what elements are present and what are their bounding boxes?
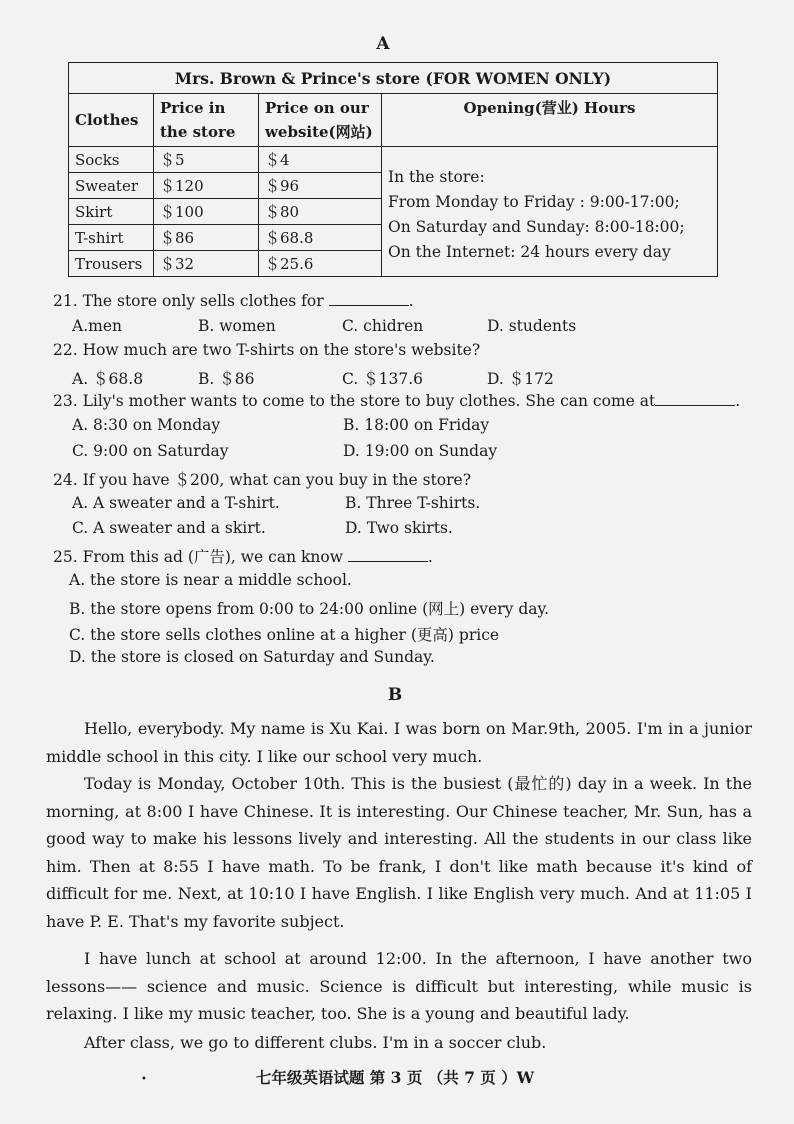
option-23-d: D. 19:00 on Sunday — [343, 442, 498, 460]
passage-paragraph-3: I have lunch at school at around 12:00. In the afternoon, I have another two lessons—— science and music. Science is difficult but interesting, while music is relaxing. I like my music teacher, too. She is a young and beautiful lady. — [46, 949, 752, 1023]
row-item: Skirt — [69, 199, 154, 225]
question-end: . — [408, 292, 414, 310]
row-item: Socks — [69, 147, 154, 173]
option-24-d: D. Two skirts. — [345, 519, 453, 537]
question-21 — [53, 291, 414, 310]
option-25-c: C. the store sells clothes online at a higher (更高) price — [69, 626, 500, 644]
row-web-price: ＄96 — [259, 173, 382, 199]
question-stem: 25. From this ad (广告), we can know — [53, 548, 343, 566]
question-22 — [53, 341, 480, 359]
question-stem: 23. Lily's mother wants to come to the store to buy clothes. She can come at — [53, 392, 656, 410]
option-23-c: C. 9:00 on Saturday — [72, 442, 229, 460]
opening-hours — [382, 147, 718, 277]
section-b-heading: B — [387, 685, 403, 705]
hours-line: On Saturday and Sunday: 8:00-18:00; — [388, 218, 685, 236]
row-web-price: ＄68.8 — [259, 225, 382, 251]
hours-line: On the Internet: 24 hours every day — [388, 243, 671, 261]
row-store-price: ＄100 — [154, 199, 259, 225]
option-21-d: D. students — [487, 317, 577, 335]
page-mark: • — [141, 1074, 147, 1085]
row-store-price: ＄32 — [154, 251, 259, 277]
page-footer: 七年级英语试题 第 3 页 （共 7 页 ）W — [255, 1068, 535, 1087]
option-21-b: B. women — [198, 317, 276, 335]
question-23 — [53, 391, 740, 410]
question-25 — [53, 545, 433, 567]
option-23-b: B. 18:00 on Friday — [343, 416, 490, 434]
option-24-a: A. A sweater and a T-shirt. — [72, 494, 280, 512]
row-web-price: ＄80 — [259, 199, 382, 225]
option-25-b: B. the store opens from 0:00 to 24:00 online (网上) every day. — [69, 600, 550, 618]
header-price-web: Price on our website(网站) — [259, 94, 382, 147]
table-row — [69, 147, 718, 173]
answer-blank — [655, 391, 735, 406]
header-clothes: Clothes — [69, 94, 154, 147]
option-25-d: D. the store is closed on Saturday and Sunday. — [69, 648, 435, 666]
answer-blank — [348, 547, 428, 562]
option-25-a: A. the store is near a middle school. — [69, 571, 352, 589]
option-22-c: C. ＄137.6 — [342, 370, 424, 388]
row-store-price: ＄5 — [154, 147, 259, 173]
option-23-a: A. 8:30 on Monday — [72, 416, 221, 434]
question-stem: 21. The store only sells clothes for — [53, 292, 324, 310]
answer-blank — [329, 291, 409, 306]
question-end: . — [427, 548, 433, 566]
question-24 — [53, 468, 471, 490]
row-item: Trousers — [69, 251, 154, 277]
option-22-b: B. ＄86 — [198, 370, 255, 388]
store-title: Mrs. Brown & Prince's store (FOR WOMEN ONLY) — [69, 63, 718, 94]
question-stem: 22. How much are two T-shirts on the store's website? — [53, 341, 481, 359]
option-22-d: D. ＄172 — [487, 370, 554, 388]
passage-paragraph-2: Today is Monday, October 10th. This is the busiest (最忙的) day in a week. In the morning, at 8:00 I have Chinese. It is interesting. Our Chinese teacher, Mr. Sun, has a good way to make his lessons lively and interesting. All the students in our class like him. Then at 8:55 I have math. To be frank, I don't like math because it's kind of difficult for me. Next, at 10:10 I have English. I like English very much. And at 11:05 I have P. E. That's my favorite subject. — [46, 774, 752, 931]
row-store-price: ＄86 — [154, 225, 259, 251]
row-item: T-shirt — [69, 225, 154, 251]
hours-line: In the store: — [388, 168, 485, 186]
header-hours: Opening(营业) Hours — [382, 94, 718, 147]
option-21-c: C. chidren — [342, 317, 424, 335]
passage-paragraph-4: After class, we go to different clubs. I'm in a soccer club. — [84, 1033, 547, 1052]
hours-line: From Monday to Friday : 9:00-17:00; — [388, 193, 680, 211]
row-store-price: ＄120 — [154, 173, 259, 199]
store-ad-table — [68, 62, 718, 277]
row-web-price: ＄4 — [259, 147, 382, 173]
option-24-c: C. A sweater and a skirt. — [72, 519, 266, 537]
header-price-store: Price in the store — [154, 94, 259, 147]
row-item: Sweater — [69, 173, 154, 199]
question-stem: 24. If you have ＄200, what can you buy in the store? — [53, 471, 472, 489]
row-web-price: ＄25.6 — [259, 251, 382, 277]
passage-paragraph-1: Hello, everybody. My name is Xu Kai. I was born on Mar.9th, 2005. I'm in a junior middle school in this city. I like our school very much. — [46, 719, 752, 766]
option-24-b: B. Three T-shirts. — [345, 494, 481, 512]
option-21-a: A.men — [72, 317, 122, 335]
question-end: . — [735, 392, 741, 410]
section-a-heading: A — [376, 34, 390, 54]
option-22-a: A. ＄68.8 — [72, 370, 144, 388]
